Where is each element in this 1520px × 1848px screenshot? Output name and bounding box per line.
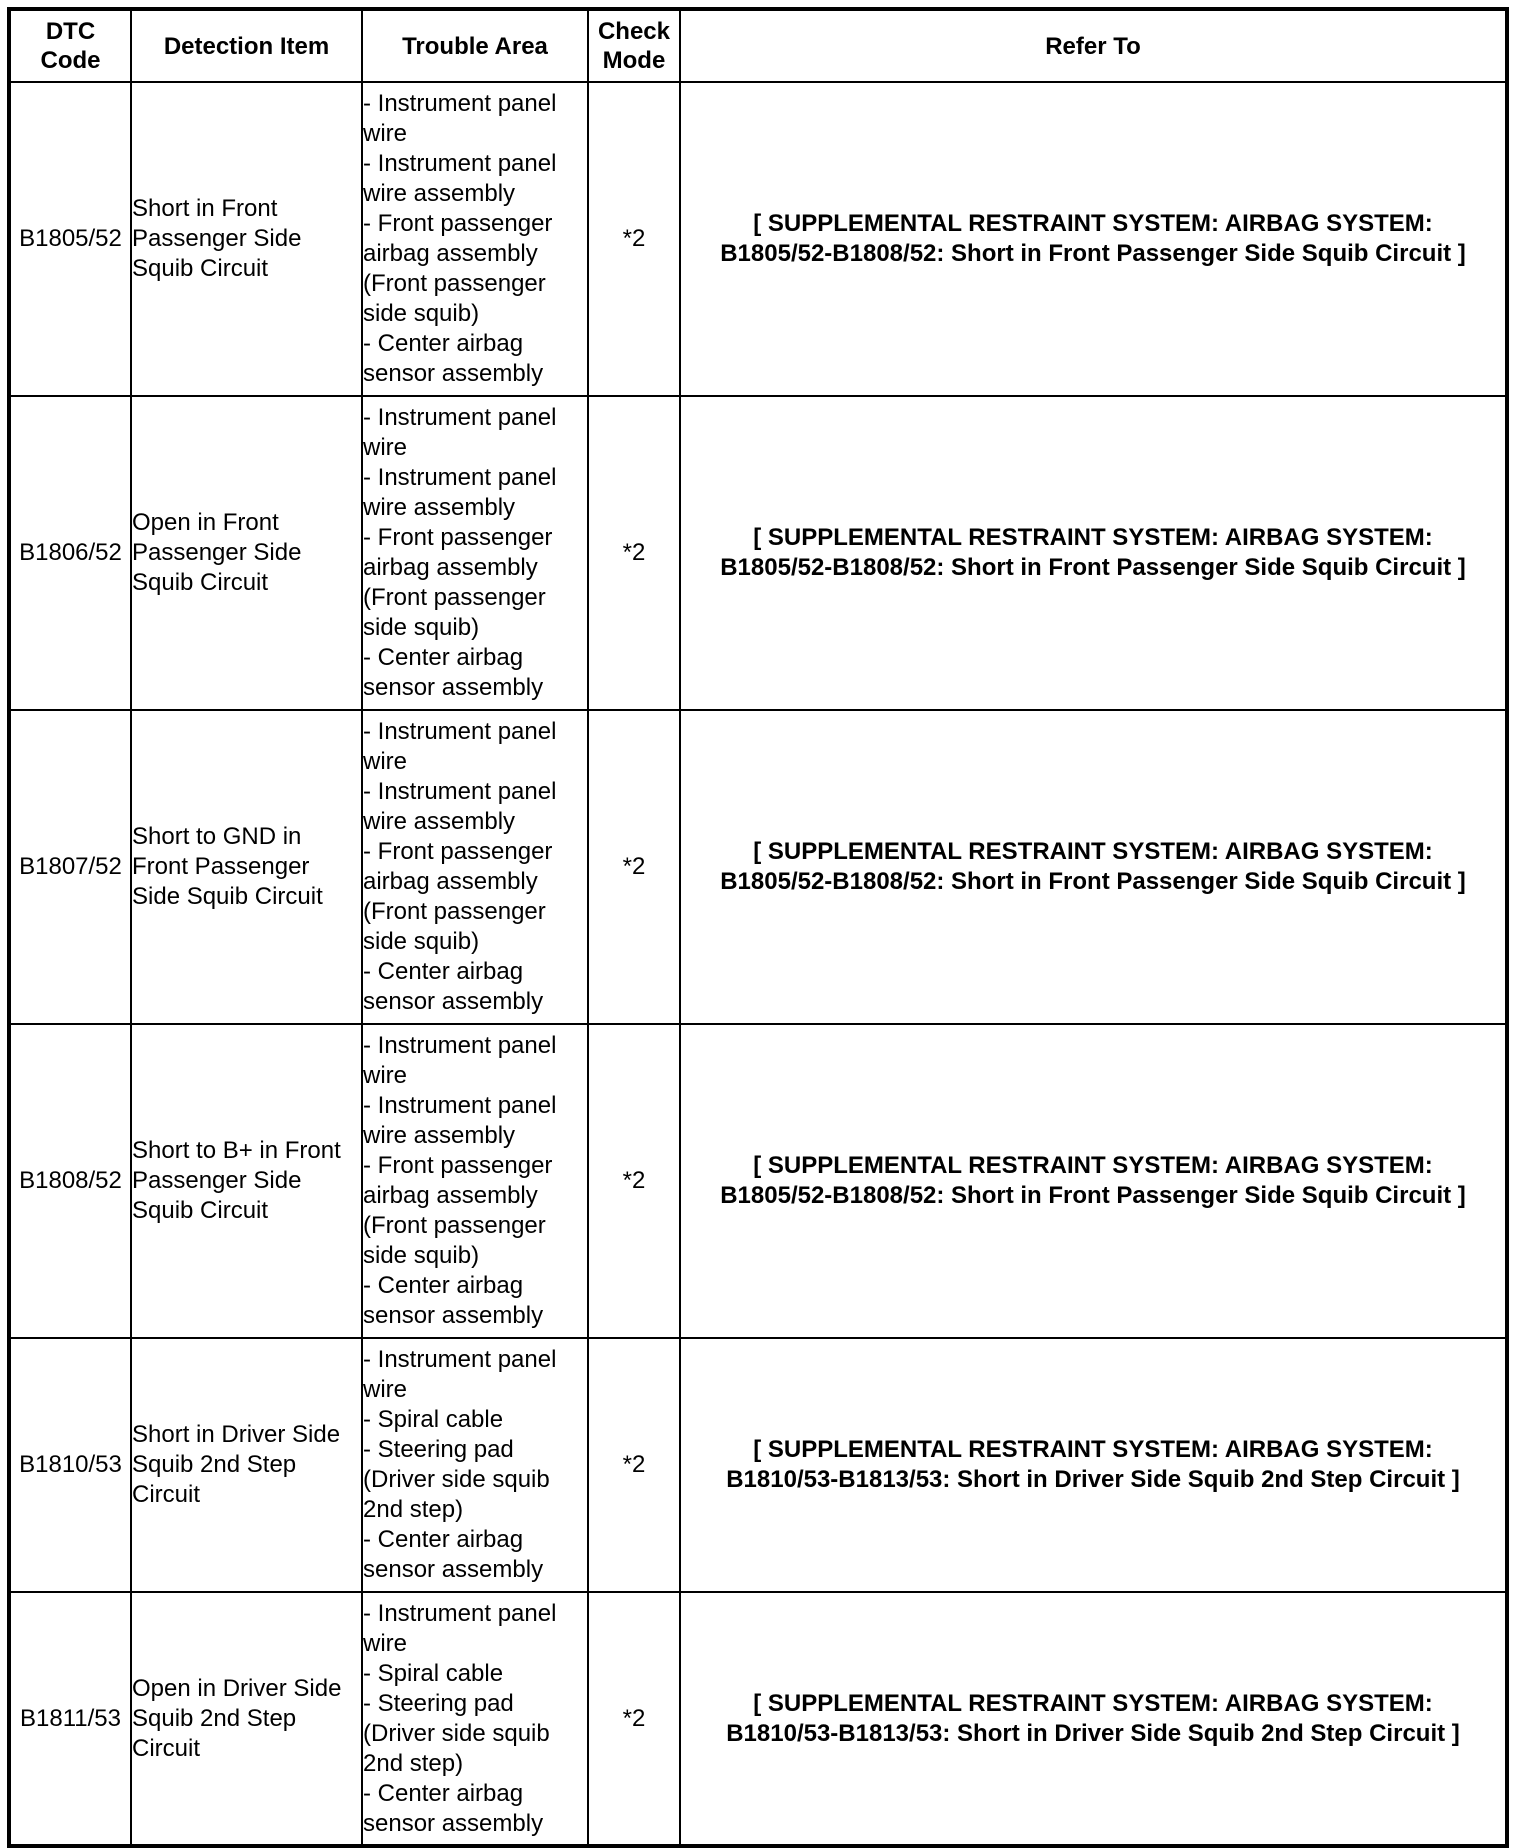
trouble-area-cell-line: - Instrument panel <box>363 464 557 491</box>
detection-item-cell-line: Side Squib Circuit <box>132 883 323 910</box>
trouble-area-cell-line: - Instrument panel <box>363 1599 557 1627</box>
trouble-area-cell-line: (Front passenger <box>363 1212 546 1239</box>
detection-item-cell <box>131 82 362 396</box>
trouble-area-cell-line: 2nd step) <box>363 1749 464 1777</box>
detection-item-cell-line: Squib Circuit <box>132 1197 269 1224</box>
trouble-area-cell-line: - Spiral cable <box>363 1406 504 1433</box>
trouble-area-cell-line: wire <box>363 120 408 147</box>
refer-to-line: B1805/52-B1808/52: Short in Front Passenger Side Squib Circuit ] <box>720 554 1466 581</box>
trouble-area-cell-line: (Driver side squib <box>363 1719 550 1747</box>
trouble-area-cell-line: sensor assembly <box>363 360 544 387</box>
refer-to-line: [ SUPPLEMENTAL RESTRAINT SYSTEM: AIRBAG SYSTEM: <box>753 524 1433 551</box>
refer-to-link[interactable] <box>726 1689 1460 1749</box>
trouble-area-cell-line: - Instrument panel <box>363 1032 557 1059</box>
check-mode-cell: *2 <box>588 82 680 396</box>
refer-to-line: B1810/53-B1813/53: Short in Driver Side Squib 2nd Step Circuit ] <box>726 1719 1460 1747</box>
trouble-area-cell-line: side squib) <box>363 300 480 327</box>
detection-item-cell <box>131 396 362 710</box>
trouble-area-cell-line: - Instrument panel <box>363 90 557 117</box>
trouble-area-cell-line: wire assembly <box>363 180 516 207</box>
refer-to-line: [ SUPPLEMENTAL RESTRAINT SYSTEM: AIRBAG SYSTEM: <box>753 210 1433 237</box>
trouble-area-cell-line: sensor assembly <box>363 988 544 1015</box>
trouble-area-cell <box>362 1024 588 1338</box>
trouble-area-cell-line: side squib) <box>363 928 480 955</box>
refer-to-line: [ SUPPLEMENTAL RESTRAINT SYSTEM: AIRBAG SYSTEM: <box>753 1436 1433 1463</box>
detection-item-cell-line: Squib 2nd Step <box>132 1704 297 1732</box>
refer-to-link[interactable] <box>720 837 1466 897</box>
refer-to-line: [ SUPPLEMENTAL RESTRAINT SYSTEM: AIRBAG SYSTEM: <box>753 838 1433 865</box>
header-dtc-code: DTC Code <box>9 9 131 82</box>
table-row <box>9 82 1507 396</box>
refer-to-line: [ SUPPLEMENTAL RESTRAINT SYSTEM: AIRBAG SYSTEM: <box>753 1152 1433 1179</box>
trouble-area-cell <box>362 1592 588 1846</box>
trouble-area-cell-line: airbag assembly <box>363 554 538 581</box>
refer-to-line: B1805/52-B1808/52: Short in Front Passenger Side Squib Circuit ] <box>720 868 1466 895</box>
check-mode-cell: *2 <box>588 710 680 1024</box>
detection-item-cell-line: Passenger Side <box>132 1167 302 1194</box>
trouble-area-cell-line: (Front passenger <box>363 898 546 925</box>
trouble-area-cell-line: - Center airbag <box>363 958 524 985</box>
detection-item-cell-line: Front Passenger <box>132 853 310 880</box>
detection-item-cell-line: Short in Front <box>132 195 278 222</box>
trouble-area-cell-line: wire assembly <box>363 808 516 835</box>
refer-to-line: B1805/52-B1808/52: Short in Front Passenger Side Squib Circuit ] <box>720 1182 1466 1209</box>
check-mode-cell: *2 <box>588 1024 680 1338</box>
trouble-area-cell-line: wire <box>363 434 408 461</box>
trouble-area-cell-line: 2nd step) <box>363 1496 464 1523</box>
header-check-mode: Check Mode <box>588 9 680 82</box>
refer-to-cell <box>680 396 1507 710</box>
header-trouble-area: Trouble Area <box>362 9 588 82</box>
dtc-code-cell: B1807/52 <box>9 710 131 1024</box>
trouble-area-cell-line: - Instrument panel <box>363 1092 557 1119</box>
header-detection-item: Detection Item <box>131 9 362 82</box>
detection-item-cell <box>131 710 362 1024</box>
dtc-code-cell: B1810/53 <box>9 1338 131 1592</box>
trouble-area-cell-line: airbag assembly <box>363 1182 538 1209</box>
trouble-area-cell-line: wire <box>363 1376 408 1403</box>
detection-item-cell-line: Open in Front <box>132 509 279 536</box>
refer-to-cell <box>680 82 1507 396</box>
trouble-area-cell-line: - Instrument panel <box>363 778 557 805</box>
refer-to-cell <box>680 710 1507 1024</box>
detection-item-cell-line: Open in Driver Side <box>132 1674 342 1702</box>
trouble-area-cell-line: wire assembly <box>363 1122 516 1149</box>
detection-item-cell-line: Circuit <box>132 1734 201 1762</box>
trouble-area-cell <box>362 1338 588 1592</box>
table-row <box>9 1024 1507 1338</box>
trouble-area-cell-line: - Instrument panel <box>363 404 557 431</box>
table-row <box>9 710 1507 1024</box>
detection-item-cell-line: Passenger Side <box>132 539 302 566</box>
trouble-area-cell-line: - Steering pad <box>363 1689 514 1717</box>
trouble-area-cell-line: wire <box>363 748 408 775</box>
detection-item-cell-line: Short to B+ in Front <box>132 1137 341 1164</box>
table-row <box>9 396 1507 710</box>
detection-item-cell-line: Short to GND in <box>132 823 302 850</box>
trouble-area-cell-line: sensor assembly <box>363 1556 544 1583</box>
trouble-area-cell-line: - Front passenger <box>363 210 553 237</box>
trouble-area-cell-line: - Center airbag <box>363 644 524 671</box>
trouble-area-cell-line: - Center airbag <box>363 1272 524 1299</box>
refer-to-cell <box>680 1024 1507 1338</box>
trouble-area-cell-line: - Instrument panel <box>363 150 557 177</box>
trouble-area-cell-line: - Center airbag <box>363 1779 524 1807</box>
detection-item-cell-line: Short in Driver Side <box>132 1421 341 1448</box>
trouble-area-cell-line: - Front passenger <box>363 838 553 865</box>
table-body <box>9 82 1507 1846</box>
trouble-area-cell-line: airbag assembly <box>363 868 538 895</box>
table-row <box>9 1592 1507 1846</box>
detection-item-cell <box>131 1338 362 1592</box>
detection-item-cell-line: Squib 2nd Step <box>132 1451 297 1478</box>
detection-item-cell-line: Passenger Side <box>132 225 302 252</box>
trouble-area-cell-line: - Instrument panel <box>363 1346 557 1373</box>
trouble-area-cell-line: - Steering pad <box>363 1436 514 1463</box>
dtc-table <box>7 7 1509 1848</box>
trouble-area-cell-line: wire assembly <box>363 494 516 521</box>
trouble-area-cell-line: sensor assembly <box>363 1302 544 1329</box>
trouble-area-cell-line: sensor assembly <box>363 1809 544 1837</box>
dtc-code-cell: B1806/52 <box>9 396 131 710</box>
trouble-area-cell-line: - Center airbag <box>363 330 524 357</box>
refer-to-link[interactable] <box>720 1151 1466 1211</box>
trouble-area-cell-line: wire <box>363 1629 408 1657</box>
trouble-area-cell-line: (Driver side squib <box>363 1466 550 1493</box>
trouble-area-cell <box>362 710 588 1024</box>
trouble-area-cell-line: side squib) <box>363 614 480 641</box>
trouble-area-cell-line: airbag assembly <box>363 240 538 267</box>
trouble-area-cell <box>362 396 588 710</box>
trouble-area-cell-line: sensor assembly <box>363 674 544 701</box>
trouble-area-cell-line: (Front passenger <box>363 270 546 297</box>
detection-item-cell-line: Squib Circuit <box>132 255 269 282</box>
dtc-code-cell: B1805/52 <box>9 82 131 396</box>
trouble-area-cell-line: - Spiral cable <box>363 1659 504 1687</box>
check-mode-cell: *2 <box>588 1592 680 1846</box>
table-row <box>9 1338 1507 1592</box>
trouble-area-cell-line: wire <box>363 1062 408 1089</box>
trouble-area-cell-line: - Center airbag <box>363 1526 524 1553</box>
detection-item-cell-line: Squib Circuit <box>132 569 269 596</box>
detection-item-cell <box>131 1024 362 1338</box>
refer-to-link[interactable] <box>720 209 1466 269</box>
refer-to-line: B1805/52-B1808/52: Short in Front Passenger Side Squib Circuit ] <box>720 240 1466 267</box>
detection-item-cell <box>131 1592 362 1846</box>
trouble-area-cell-line: side squib) <box>363 1242 480 1269</box>
detection-item-cell-line: Circuit <box>132 1481 201 1508</box>
trouble-area-cell-line: (Front passenger <box>363 584 546 611</box>
refer-to-link[interactable] <box>726 1435 1460 1495</box>
refer-to-line: [ SUPPLEMENTAL RESTRAINT SYSTEM: AIRBAG SYSTEM: <box>753 1689 1433 1717</box>
refer-to-cell <box>680 1338 1507 1592</box>
trouble-area-cell-line: - Front passenger <box>363 1152 553 1179</box>
header-refer-to: Refer To <box>680 9 1507 82</box>
refer-to-cell <box>680 1592 1507 1846</box>
trouble-area-cell <box>362 82 588 396</box>
dtc-code-cell: B1811/53 <box>9 1592 131 1846</box>
refer-to-line: B1810/53-B1813/53: Short in Driver Side Squib 2nd Step Circuit ] <box>726 1466 1460 1493</box>
check-mode-cell: *2 <box>588 1338 680 1592</box>
header-row <box>9 9 1507 82</box>
trouble-area-cell-line: - Instrument panel <box>363 718 557 745</box>
check-mode-cell: *2 <box>588 396 680 710</box>
refer-to-link[interactable] <box>720 523 1466 583</box>
trouble-area-cell-line: - Front passenger <box>363 524 553 551</box>
dtc-code-cell: B1808/52 <box>9 1024 131 1338</box>
